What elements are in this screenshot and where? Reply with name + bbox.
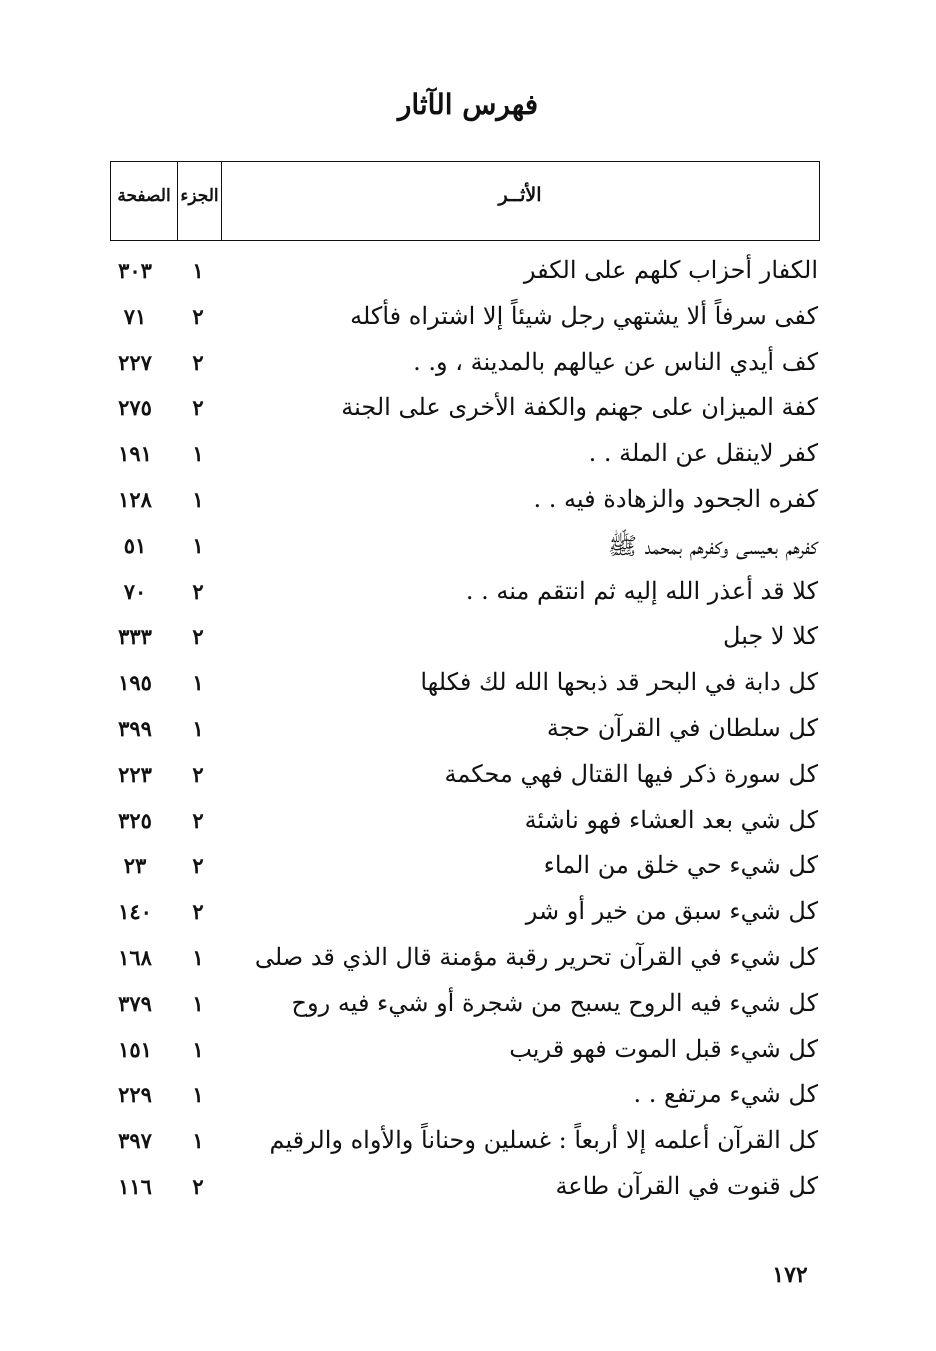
table-row xyxy=(0,389,936,435)
page-ref: ١٢٨ xyxy=(118,486,152,512)
athar-text: كلا لا جبل xyxy=(723,622,818,651)
athar-text: كل سورة ذكر فيها القتال فهي محكمة xyxy=(444,759,818,788)
table-row xyxy=(0,664,936,710)
table-row xyxy=(0,618,936,664)
athar-text: كل سلطان في القرآن حجة xyxy=(546,713,818,742)
page-ref: ٧١ xyxy=(123,303,147,329)
juz-number: ٢ xyxy=(192,1173,204,1199)
juz-number: ٢ xyxy=(192,303,204,329)
athar-text: كفى سرفاً ألا يشتهي رجل شيئاً إلا اشتراه فأكله xyxy=(350,301,818,330)
table-row xyxy=(0,985,936,1031)
page-ref: ٧٠ xyxy=(123,578,147,604)
juz-number: ٢ xyxy=(192,395,204,421)
juz-number: ٢ xyxy=(192,624,204,650)
juz-number: ١ xyxy=(192,532,204,558)
page-ref: ١٤٠ xyxy=(118,899,152,925)
athar-text: كفره الجحود والزهادة فيه . . xyxy=(533,484,818,513)
page-ref: ٢٢٩ xyxy=(118,1082,152,1108)
athar-text: كل دابة في البحر قد ذبحها الله لك فكلها xyxy=(420,668,818,697)
juz-number: ١ xyxy=(192,1036,204,1062)
juz-number: ٢ xyxy=(192,899,204,925)
athar-text: كل قنوت في القرآن طاعة xyxy=(555,1171,818,1200)
athar-text: كف أيدي الناس عن عيالهم بالمدينة ، و. . xyxy=(413,347,818,376)
table-header xyxy=(110,161,820,241)
page-ref: ٢٢٣ xyxy=(118,761,152,787)
header-athar: الأثــر xyxy=(498,184,542,206)
table-row xyxy=(0,802,936,848)
athar-text: كلا قد أعذر الله إليه ثم انتقم منه . . xyxy=(465,576,818,605)
page-ref: ٣٢٥ xyxy=(118,807,152,833)
juz-number: ١ xyxy=(192,1082,204,1108)
athar-text: كفة الميزان على جهنم والكفة الأخرى على الجنة xyxy=(341,393,818,422)
table-row xyxy=(0,481,936,527)
table-row xyxy=(0,756,936,802)
athar-text: كل شيء في القرآن تحرير رقبة مؤمنة قال الذي قد صلى xyxy=(254,942,818,971)
table-row xyxy=(0,939,936,985)
athar-text: كفر لاينقل عن الملة . . xyxy=(588,439,818,468)
index-table-body xyxy=(0,252,936,1214)
table-row xyxy=(0,252,936,298)
athar-text: كفرهم بعيسى وكفرهم بمحمد ﷺ xyxy=(607,531,818,560)
juz-number: ١ xyxy=(192,944,204,970)
juz-number: ١ xyxy=(192,990,204,1016)
juz-number: ١ xyxy=(192,715,204,741)
page-ref: ٢٧٥ xyxy=(118,395,152,421)
page-ref: ١٩١ xyxy=(118,441,152,467)
page-ref: ٣٠٣ xyxy=(118,258,152,283)
table-row xyxy=(0,1031,936,1077)
juz-number: ١ xyxy=(192,441,204,467)
juz-number: ١ xyxy=(192,670,204,696)
page-ref: ١٥١ xyxy=(118,1036,152,1062)
page-ref: ٢٢٧ xyxy=(118,349,152,375)
page-ref: ٣٩٩ xyxy=(118,715,152,741)
juz-number: ١ xyxy=(192,1128,204,1154)
juz-number: ١ xyxy=(192,486,204,512)
juz-number: ٢ xyxy=(192,349,204,375)
athar-text: كل شيء مرتفع . . xyxy=(633,1080,818,1109)
table-row xyxy=(0,710,936,756)
juz-number: ٢ xyxy=(192,761,204,787)
page-title: فهرس الآثار xyxy=(397,88,539,121)
juz-number: ٢ xyxy=(192,807,204,833)
table-row xyxy=(0,573,936,619)
page-ref: ٣٧٩ xyxy=(118,990,152,1016)
page-ref: ١١٦ xyxy=(118,1173,152,1199)
table-row xyxy=(0,527,936,573)
page-ref: ٥١ xyxy=(123,532,147,558)
athar-text: كل شيء حي خلق من الماء xyxy=(543,851,818,880)
athar-text: كل القرآن أعلمه إلا أربعاً : غسلين وحناناً والأواه والرقيم xyxy=(269,1126,818,1155)
page-ref: ١٦٨ xyxy=(118,944,152,970)
page-ref: ٢٣ xyxy=(123,853,147,879)
table-row xyxy=(0,847,936,893)
table-row xyxy=(0,1076,936,1122)
page-ref: ١٩٥ xyxy=(118,670,152,696)
table-row xyxy=(0,298,936,344)
athar-text: كل شيء سبق من خير أو شر xyxy=(525,897,818,926)
juz-number: ١ xyxy=(192,258,204,283)
page-ref: ٣٩٧ xyxy=(118,1128,152,1154)
page-ref: ٣٣٣ xyxy=(118,624,152,650)
athar-text: كل شيء فيه الروح يسبح من شجرة أو شيء فيه روح xyxy=(291,988,818,1017)
athar-text: كل شي بعد العشاء فهو ناشئة xyxy=(524,805,818,834)
header-page: الصفحة xyxy=(117,186,171,206)
juz-number: ٢ xyxy=(192,578,204,604)
athar-text: كل شيء قبل الموت فهو قريب xyxy=(509,1034,818,1063)
athar-text: الكفار أحزاب كلهم على الكفر xyxy=(523,256,818,284)
table-row xyxy=(0,1122,936,1168)
table-row xyxy=(0,1168,936,1214)
table-row xyxy=(0,435,936,481)
header-juz: الجزء xyxy=(177,162,222,240)
juz-number: ٢ xyxy=(192,853,204,879)
table-row xyxy=(0,344,936,390)
table-row xyxy=(0,893,936,939)
page-number: ١٧٢ xyxy=(772,1262,808,1288)
